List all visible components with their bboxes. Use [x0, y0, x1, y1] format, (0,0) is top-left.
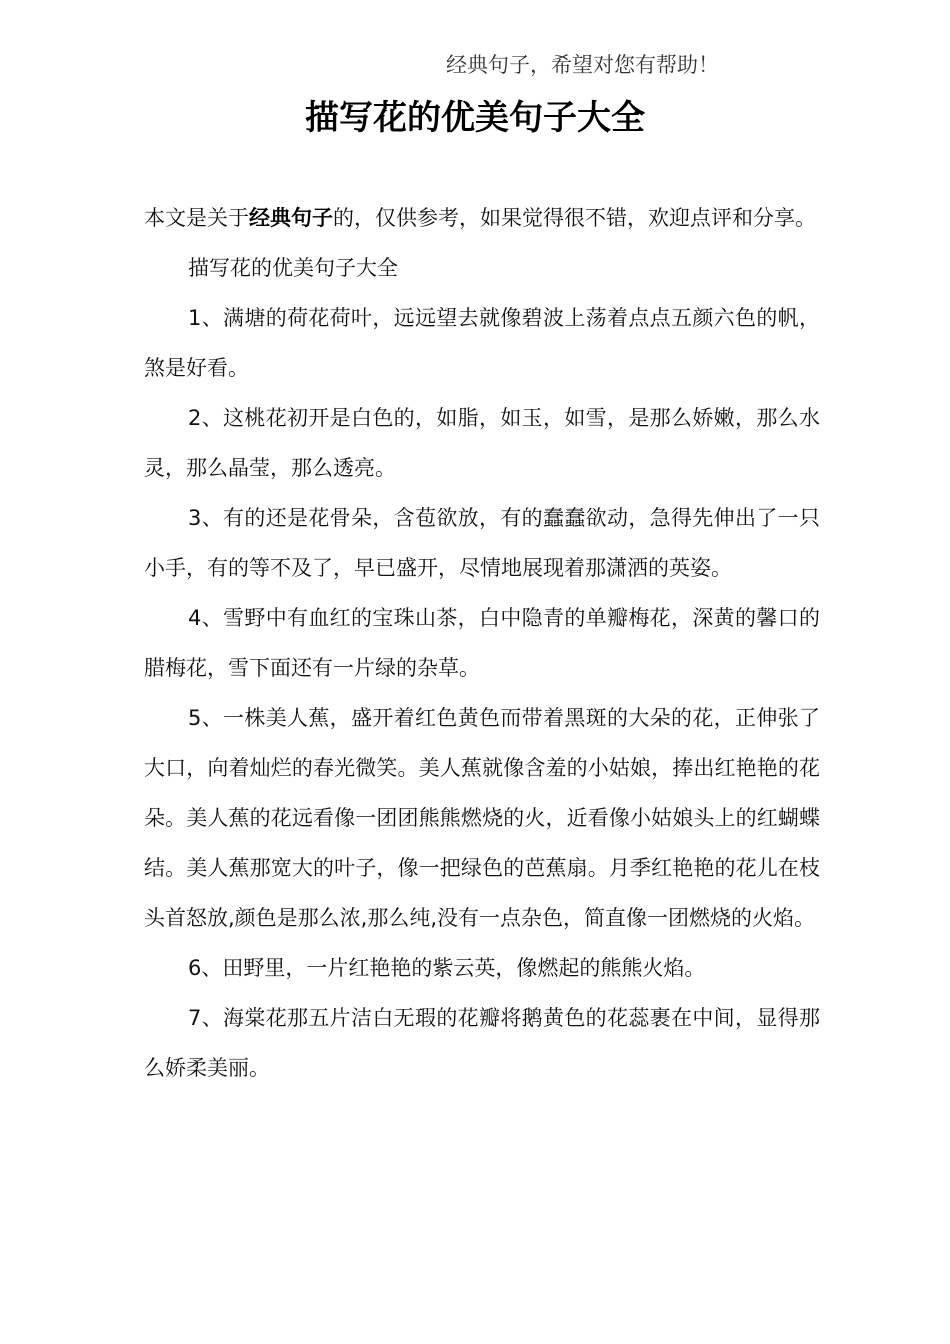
list-item: 2、这桃花初开是白色的，如脂，如玉，如雪，是那么娇嫩，那么水灵，那么晶莹，那么透亮。: [144, 406, 820, 480]
intro-prefix: 本文是关于: [144, 206, 249, 230]
intro-paragraph: [144, 193, 820, 243]
list-item: 1、满塘的荷花荷叶，远远望去就像碧波上荡着点点五颜六色的帆，煞是好看。: [144, 306, 820, 380]
intro-keyword-link[interactable]: 经典句子: [249, 206, 333, 230]
list-item: 4、雪野中有血红的宝珠山茶，白中隐青的单瓣梅花，深黄的馨口的腊梅花，雪下面还有一片绿的杂草。: [144, 606, 820, 680]
intro-suffix: 的，仅供参考，如果觉得很不错，欢迎点评和分享。: [333, 206, 816, 230]
document-body: [144, 193, 820, 1093]
document-title: 描写花的优美句子大全: [305, 98, 645, 138]
list-item: 3、有的还是花骨朵，含苞欲放，有的蠢蠢欲动，急得先伸出了一只小手，有的等不及了，早已盛开，尽情地展现着那潇洒的英姿。: [144, 506, 820, 580]
page-header: 经典句子，希望对您有帮助！: [446, 53, 719, 77]
section-subtitle: 描写花的优美句子大全: [188, 256, 398, 280]
list-item: 6、田野里，一片红艳艳的紫云英，像燃起的熊熊火焰。: [188, 956, 706, 980]
list-item: 5、一株美人蕉，盛开着红色黄色而带着黑斑的大朵的花，正伸张了大口，向着灿烂的春光微笑。美人蕉就像含羞的小姑娘，捧出红艳艳的花朵。美人蕉的花远看像一团团熊熊燃烧的火，近看像小姑娘头上的红蝴蝶结。美人蕉那宽大的叶子，像一把绿色的芭蕉扇。月季红艳艳的花儿在枝头首怒放,颜色是那么浓,那么纯,没有一点杂色，简直像一团燃烧的火焰。: [144, 706, 820, 930]
list-item: 7、海棠花那五片洁白无瑕的花瓣将鹅黄色的花蕊裹在中间，显得那么娇柔美丽。: [144, 1006, 820, 1080]
